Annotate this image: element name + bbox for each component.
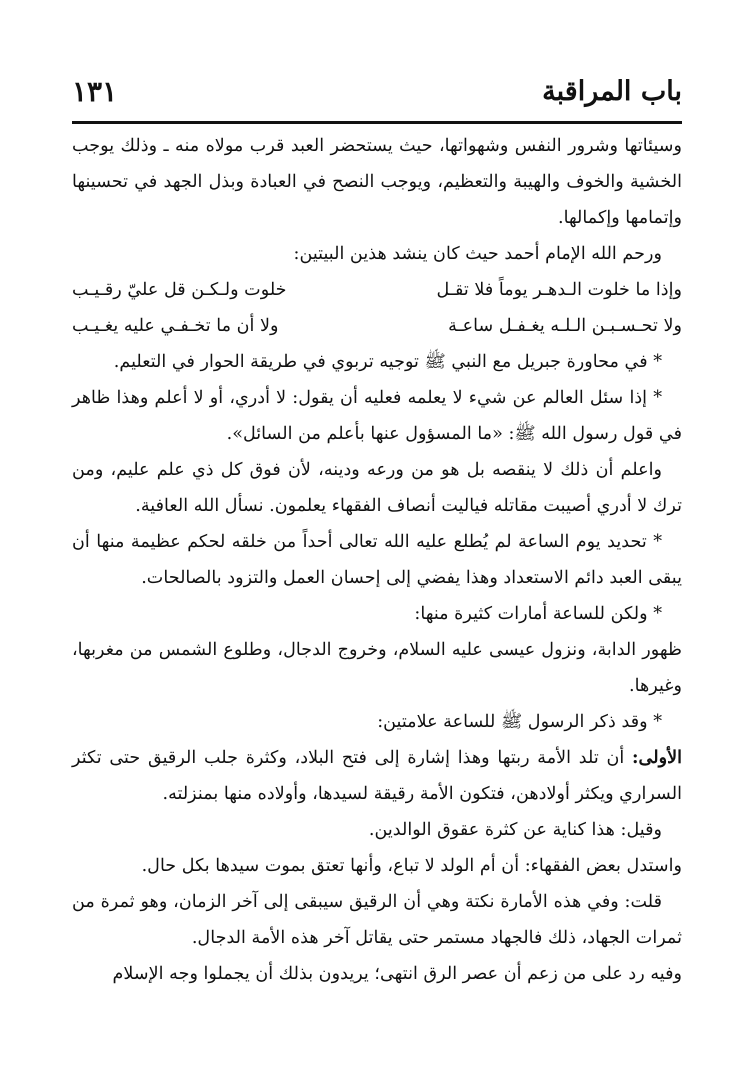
paragraph: وقيل: هذا كناية عن كثرة عقوق الوالدين. <box>368 820 662 840</box>
verse-second-hemistich: خلوت ولـكـن قل عليّ رقـيـب <box>72 280 287 300</box>
first-sign-paragraph <box>72 740 682 812</box>
note-paragraph: واعلم أن ذلك لا ينقصه بل هو من ورعه ودينه، لأن فوق كل ذي علم عليم، ومن ترك لا أدري أصيبت مقاتله فياليت أنصاف الفقهاء يعلمون. نسأل الله العافية. <box>72 460 682 516</box>
paragraph: قلت: وفي هذه الأمارة نكتة وهي أن الرقيق سيبقى إلى آخر الزمان، وهو ثمرة من ثمرات الجهاد، ذلك فالجهاد مستمر حتى يقاتل آخر هذه الأمة الدجال. <box>72 892 682 948</box>
verse-second-hemistich: ولا أن ما تخـفـي عليه يغـيـب <box>72 316 279 336</box>
paragraph: وسيئاتها وشرور النفس وشهواتها، حيث يستحضر العبد قرب مولاه منه ـ وذلك يوجب الخشية والخوف والهيبة والتعظيم، ويوجب النصح في العبادة وبذل الجهد في تحسينها وإتمامها وإكمالها. <box>72 136 682 228</box>
chapter-title: باب المراقبة <box>542 75 682 107</box>
note-paragraph: * إذا سئل العالم عن شيء لا يعلمه فعليه أن يقول: لا أدري، أو لا أعلم وهذا ظاهر في قول رسول الله ﷺ: «ما المسؤول عنها بأعلم من السائل». <box>72 388 682 444</box>
first-sign-text: أن تلد الأمة ربتها وهذا إشارة إلى فتح البلاد، وكثرة جلب الرقيق حتى تكثر السراري ويكثر أولادهن، فتكون الأمة رقيقة لسيدها، وأولاده منها بمنزلته. <box>72 748 682 804</box>
verse-line <box>72 308 682 344</box>
note-paragraph: * في محاورة جبريل مع النبي ﷺ توجيه تربوي في طريقة الحوار في التعليم. <box>113 352 662 372</box>
verse-line <box>72 272 682 308</box>
paragraph: وفيه رد على من زعم أن عصر الرق انتهى؛ يريدون بذلك أن يجملوا وجه الإسلام <box>112 964 682 984</box>
note-paragraph: * تحديد يوم الساعة لم يُطلع عليه الله تعالى أحداً من خلقه لحكم عظيمة منها أن يبقى العبد دائم الاستعداد وهذا يفضي إلى إحسان العمل والتزود بالصالحات. <box>72 532 682 588</box>
page-header <box>72 66 682 116</box>
header-rule <box>72 121 682 124</box>
first-sign-label: الأولى: <box>632 747 682 768</box>
paragraph: ورحم الله الإمام أحمد حيث كان ينشد هذين البيتين: <box>293 244 662 264</box>
note-paragraph: * وقد ذكر الرسول ﷺ للساعة علامتين: <box>377 712 662 732</box>
verse-first-hemistich: ولا تحـسـبـن الـلـه يغـفـل ساعـة <box>448 316 682 336</box>
paragraph: واستدل بعض الفقهاء: أن أم الولد لا تباع، وأنها تعتق بموت سيدها بكل حال. <box>141 856 682 876</box>
note-paragraph: * ولكن للساعة أمارات كثيرة منها: <box>414 604 662 624</box>
verse-first-hemistich: وإذا ما خلوت الـدهـر يوماً فلا تقـل <box>436 280 682 300</box>
note-paragraph: ظهور الدابة، ونزول عيسى عليه السلام، وخروج الدجال، وطلوع الشمس من مغربها، وغيرها. <box>72 640 682 696</box>
page-body <box>72 128 682 992</box>
page-number: ١٣١ <box>72 74 118 108</box>
